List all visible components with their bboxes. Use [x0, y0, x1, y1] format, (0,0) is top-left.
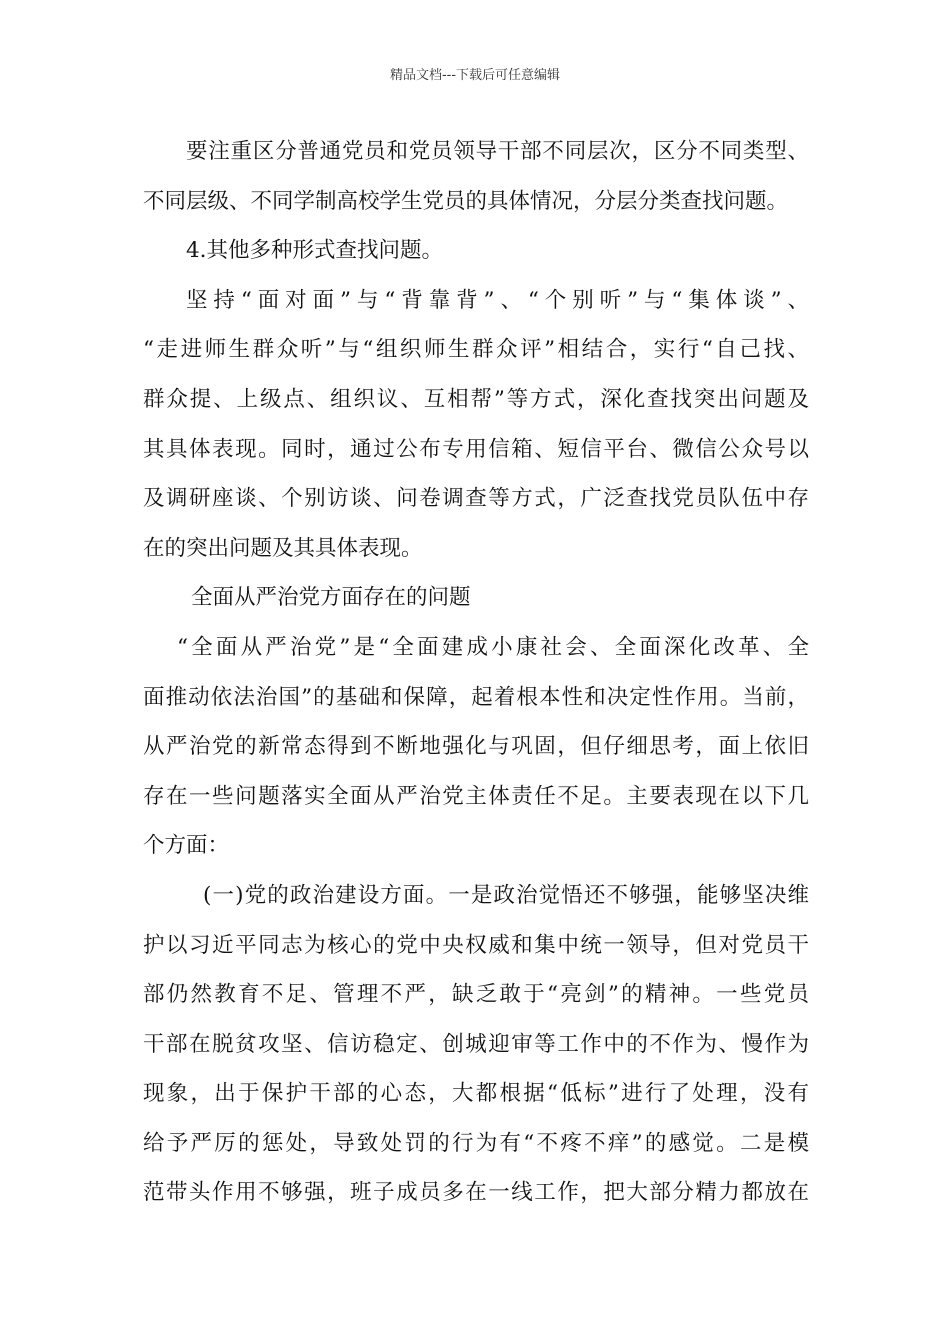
- text-line: 部仍然教育不足、管理不严，缺乏敢于“亮剑”的精神。一些党员: [143, 982, 809, 1008]
- text-line: 不同层级、不同学制高校学生党员的具体情况，分层分类查找问题。: [143, 188, 789, 214]
- text-line: 个方面：: [143, 833, 230, 859]
- document-body: [143, 127, 809, 1218]
- text-line: 从严治党的新常态得到不断地强化与巩固，但仔细思考，面上依旧: [143, 734, 809, 760]
- text-line: 群众提、上级点、组织议、互相帮”等方式，深化查找突出问题及: [143, 386, 809, 412]
- page-header: 精品文档---下载后可任意编辑: [389, 68, 561, 83]
- text-line: (一)党的政治建设方面。一是政治觉悟还不够强，能够坚决维: [203, 882, 809, 908]
- section-heading: 全面从严治党方面存在的问题: [191, 585, 471, 611]
- text-line: 范带头作用不够强，班子成员多在一线工作，把大部分精力都放在: [143, 1180, 809, 1206]
- text-line: 现象，出于保护干部的心态，大都根据“低标”进行了处理，没有: [143, 1081, 809, 1107]
- text-line: 护以习近平同志为核心的党中央权威和集中统一领导，但对党员干: [143, 932, 809, 958]
- text-line: “走进师生群众听”与“组织师生群众评”相结合，实行“自己找、: [143, 337, 809, 363]
- text-line: 存在一些问题落实全面从严治党主体责任不足。主要表现在以下几: [143, 783, 809, 809]
- text-line: 坚持“面对面”与“背靠背”、“个别听”与“集体谈”、: [186, 287, 809, 313]
- section-heading: 4.其他多种形式查找问题。: [186, 238, 444, 264]
- text-line: 及调研座谈、个别访谈、问卷调查等方式，广泛查找党员队伍中存: [143, 486, 809, 512]
- text-line: “全面从严治党”是“全面建成小康社会、全面深化改革、全: [177, 634, 809, 660]
- text-line: 给予严厉的惩处，导致处罚的行为有“不疼不痒”的感觉。二是模: [143, 1130, 809, 1156]
- text-line: 干部在脱贫攻坚、信访稳定、创城迎审等工作中的不作为、慢作为: [143, 1031, 809, 1057]
- text-line: 在的突出问题及其具体表现。: [143, 535, 423, 561]
- text-line: 面推动依法治国”的基础和保障，起着根本性和决定性作用。当前，: [143, 684, 809, 710]
- text-line: 其具体表现。同时，通过公布专用信箱、短信平台、微信公众号以: [143, 436, 809, 462]
- text-line: 要注重区分普通党员和党员领导干部不同层次，区分不同类型、: [186, 139, 809, 164]
